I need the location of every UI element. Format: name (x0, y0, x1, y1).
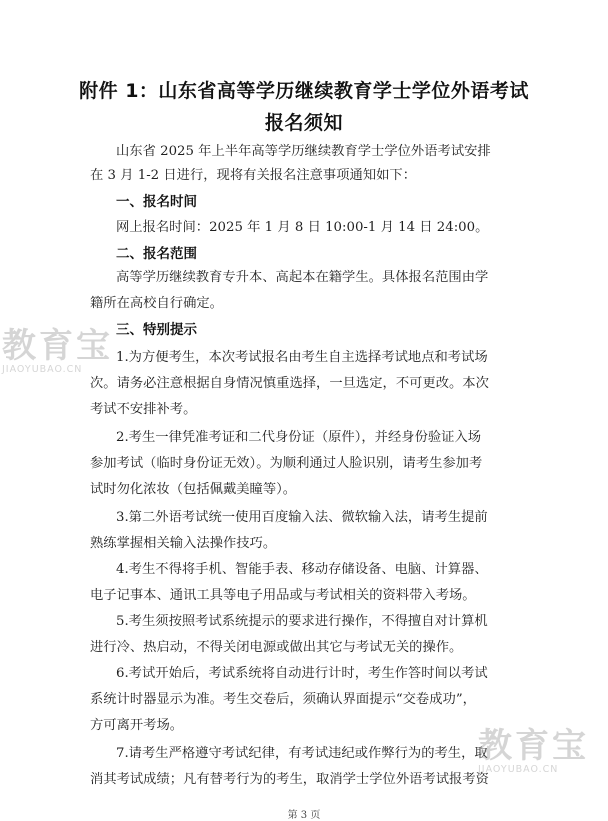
paragraph-line: 籍所在高校自行确定。 (90, 296, 223, 311)
section-heading: 二、报名范围 (116, 246, 197, 262)
watermark-url: JIAOYUBAO.CN (2, 364, 83, 375)
paragraph-line: 电子记事本、通讯工具等电子用品或与考试相关的资料带入考场。 (90, 588, 476, 603)
paragraph-line: 4.考生不得将手机、智能手表、移动存储设备、电脑、计算器、 (116, 562, 488, 577)
paragraph-line: 6.考试开始后，考试系统将自动进行计时，考生作答时间以考试 (116, 666, 488, 681)
paragraph-line: 消其考试成绩；凡有替考行为的考生，取消学士学位外语考试报考资 (90, 772, 489, 787)
intro-line: 在 3 月 1-2 日进行，现将有关报名注意事项通知如下： (90, 168, 417, 183)
paragraph-line: 方可离开考场。 (90, 718, 184, 733)
paragraph-line: 熟练掌握相关输入法操作技巧。 (90, 536, 277, 551)
document-title-line2: 报名须知 (264, 112, 343, 134)
paragraph-line: 试时勿化浓妆（包括佩戴美瞳等）。 (90, 482, 297, 497)
document-title-line1: 附件 1：山东省高等学历继续教育学士学位外语考试 (79, 80, 529, 102)
paragraph-line: 1.为方便考生，本次考试报名由考生自主选择考试地点和考试场 (116, 350, 488, 365)
page-number: 第 3 页 (287, 810, 321, 821)
watermark-text: 教育宝 (2, 326, 113, 366)
intro-line: 山东省 2025 年上半年高等学历继续教育学士学位外语考试安排 (116, 144, 491, 159)
section-heading: 三、特别提示 (116, 322, 197, 338)
paragraph-line: 进行冷、热启动，不得关闭电源或做出其它与考试无关的操作。 (90, 640, 463, 655)
paragraph-line: 参加考试（临时身份证无效）。为顺利通过人脸识别，请考生参加考 (90, 456, 483, 471)
watermark-url: JIAOYUBAO.CN (478, 764, 559, 775)
section-heading: 一、报名时间 (116, 194, 197, 210)
paragraph-line: 2.考生一律凭准考证和二代身份证（原件），并经身份验证入场 (116, 430, 482, 445)
paragraph-line: 高等学历继续教育专升本、高起本在籍学生。具体报名范围由学 (116, 270, 489, 285)
watermark-logo (2, 328, 113, 376)
paragraph-line: 5.考生须按照考试系统提示的要求进行操作，不得擅自对计算机 (116, 614, 488, 629)
paragraph-line: 3.第二外语考试统一使用百度输入法、微软输入法，请考生提前 (116, 510, 488, 525)
paragraph-line: 7.请考生严格遵守考试纪律，有考试违纪或作弊行为的考生，取 (116, 746, 488, 761)
watermark-logo (478, 728, 589, 776)
paragraph-line: 考试不安排补考。 (90, 402, 197, 417)
paragraph-line: 次。请务必注意根据自身情况慎重选择，一旦选定，不可更改。本次 (90, 376, 489, 391)
paragraph-line: 系统计时器显示为准。考生交卷后，须确认界面提示“交卷成功”， (90, 692, 476, 707)
watermark-text: 教育宝 (478, 726, 589, 766)
paragraph-line: 网上报名时间：2025 年 1 月 8 日 10:00-1 月 14 日 24:00。 (116, 220, 489, 235)
